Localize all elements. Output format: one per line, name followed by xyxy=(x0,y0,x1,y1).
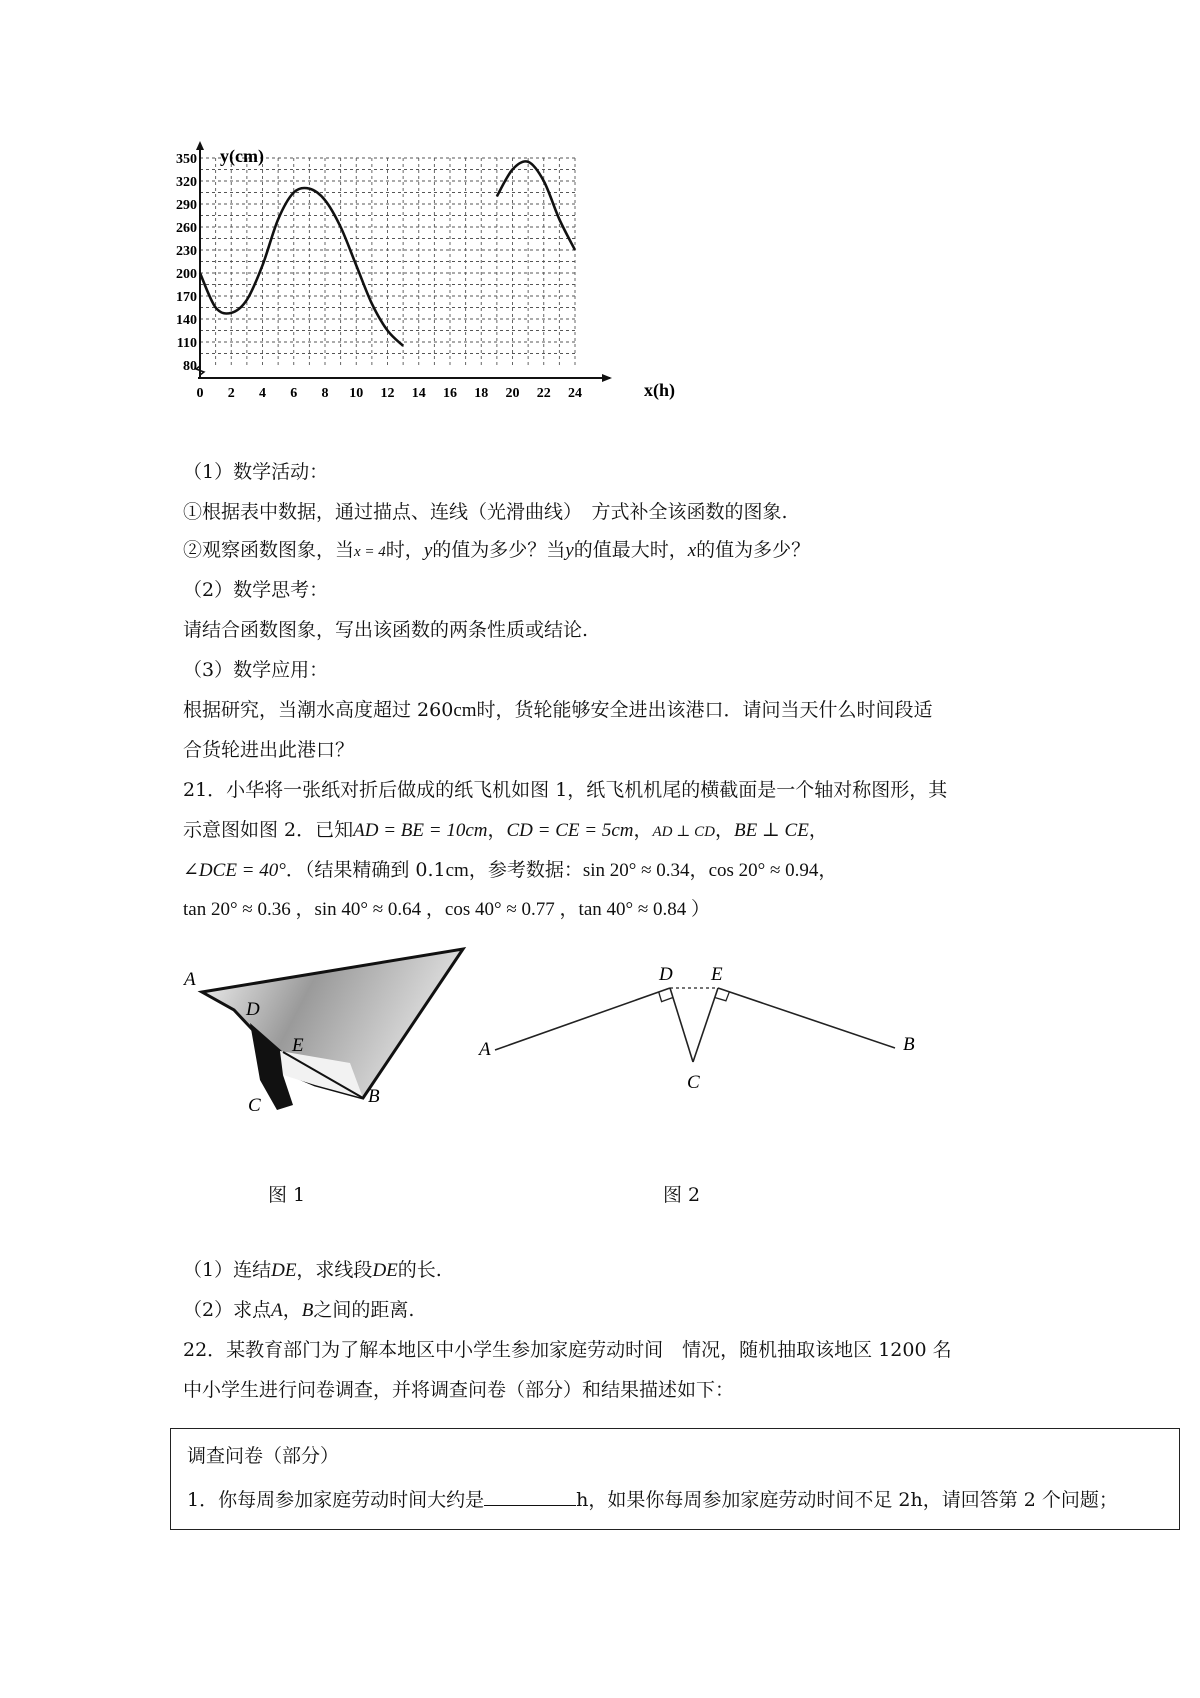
q21-comma: ， xyxy=(633,819,653,841)
q21-p1-text: 的长. xyxy=(397,1259,442,1281)
y-tick-label: 110 xyxy=(176,336,197,351)
q21-text: ．（结果精确到 0.1 xyxy=(285,859,446,881)
q21-comma: ， xyxy=(689,859,709,881)
fig2-label-a: A xyxy=(479,1039,491,1060)
q21-line1: 21．小华将一张纸对折后做成的纸飞机如图 1，纸飞机机尾的横截面是一个轴对称图形，其 xyxy=(183,779,948,801)
q21-cos20: cos 20° ≈ 0.94 xyxy=(708,860,819,881)
q21-text: ，参考数据： xyxy=(468,859,583,881)
q21-comma: ， xyxy=(808,819,828,841)
section3-body-line1 xyxy=(183,698,933,723)
q21-eq-ad-be: AD = BE = 10cm xyxy=(353,820,488,841)
q21-p2-a: A xyxy=(271,1300,283,1321)
y-axis-arrow xyxy=(196,141,204,150)
x-tick-label: 6 xyxy=(290,386,298,401)
section2-body: 请结合函数图象，写出该函数的两条性质或结论. xyxy=(183,619,589,641)
fig1-label-d: D xyxy=(246,999,260,1020)
section3-heading: （3）数学应用： xyxy=(183,659,329,681)
y-tick-label: 260 xyxy=(176,221,197,236)
segment-ad xyxy=(495,988,670,1050)
survey-q1-text: 1．你每周参加家庭劳动时间大约是 xyxy=(187,1489,485,1511)
survey-box xyxy=(170,1428,1180,1530)
x-tick-label: 8 xyxy=(321,386,329,401)
q21-comma: ， xyxy=(714,819,734,841)
y-tick-label: 290 xyxy=(176,198,197,213)
segment-dc xyxy=(670,988,693,1062)
q21-comma: ， xyxy=(487,819,507,841)
q21-unit: cm xyxy=(445,860,469,881)
fig2-label-c: C xyxy=(687,1072,700,1093)
s3-text-a: 根据研究，当潮水高度超过 260 xyxy=(183,699,454,721)
survey-q1-text-b: h，如果你每周参加家庭劳动时间不足 2h，请回答第 2 个问题； xyxy=(576,1489,1118,1511)
y-tick-label: 200 xyxy=(176,267,197,282)
chart-ticks xyxy=(176,152,582,401)
tide-chart xyxy=(176,140,700,440)
y-tick-label: 320 xyxy=(176,175,197,190)
y-tick-label: 170 xyxy=(176,290,197,305)
x-tick-label: 22 xyxy=(536,386,551,401)
section2-heading: （2）数学思考： xyxy=(183,579,329,601)
fig1-label-a: A xyxy=(184,969,196,990)
survey-title: 调查问卷（部分） xyxy=(187,1445,340,1467)
q21-line3 xyxy=(183,858,837,883)
q21-sin20: sin 20° ≈ 0.34 xyxy=(582,860,690,881)
fig1-label-b: B xyxy=(368,1086,380,1107)
q21-p2-comma: ， xyxy=(282,1299,302,1321)
fig2-label-b: B xyxy=(903,1034,915,1055)
survey-q1 xyxy=(187,1485,1118,1512)
q21-p2-b: B xyxy=(301,1300,314,1321)
chart-grid xyxy=(200,158,575,365)
q21-p2-text: （2）求点 xyxy=(183,1299,272,1321)
fig2-label-e: E xyxy=(711,964,723,985)
section3-body-line2: 合货轮进出此港口？ xyxy=(183,739,355,761)
fig1-label-c: C xyxy=(248,1095,261,1116)
q2-x-eq: x = 4 xyxy=(354,544,386,560)
y-tick-label: 80 xyxy=(183,359,197,374)
segment-ce xyxy=(693,988,718,1062)
q21-p2-text: 之间的距离. xyxy=(313,1299,415,1321)
q21-p1-text: （1）连结 xyxy=(183,1259,272,1281)
x-tick-label: 10 xyxy=(349,386,364,401)
q2-y2: y xyxy=(565,540,574,561)
x-tick-label: 12 xyxy=(380,386,395,401)
q21-comma: ， xyxy=(818,859,838,881)
q21-p1-text: ，求线段 xyxy=(296,1259,373,1281)
q21-p1-de: DE xyxy=(372,1260,398,1281)
q2-text-c: 的值为多少？当 xyxy=(432,539,566,561)
y-tick-label: 140 xyxy=(176,313,197,328)
q21-line2 xyxy=(183,818,828,844)
answer-blank xyxy=(484,1487,576,1506)
s3-text-b: 时，货轮能够安全进出该港口．请问当天什么时间段适 xyxy=(476,699,933,721)
q2-x: x xyxy=(687,540,697,561)
figure1-paper-plane xyxy=(180,935,480,1115)
tide-curve-1 xyxy=(200,188,403,346)
q21-p1-de: DE xyxy=(271,1260,297,1281)
q21-line4: tan 20° ≈ 0.36 ，sin 40° ≈ 0.64 ，cos 40° ≈ 0.77 ，tan 40° ≈ 0.84 ） xyxy=(183,899,711,920)
y-axis-label: y(cm) xyxy=(220,146,264,166)
q21-part1 xyxy=(183,1258,442,1283)
q21-eq-cd-ce: CD = CE = 5cm xyxy=(506,820,634,841)
q22-line1: 22．某教育部门为了解本地区中小学生参加家庭劳动时间 情况，随机抽取该地区 1200 名 xyxy=(183,1339,952,1361)
y-tick-label: 230 xyxy=(176,244,197,259)
q2-text-b: 时， xyxy=(385,539,424,561)
q22-line2: 中小学生进行问卷调查，并将调查问卷（部分）和结果描述如下： xyxy=(183,1379,735,1401)
x-tick-label: 2 xyxy=(227,386,235,401)
right-angle-d xyxy=(659,992,673,1002)
q21-eq-be-perp-ce: BE ⊥ CE xyxy=(733,820,809,841)
section1-q1: ①根据表中数据，通过描点、连线（光滑曲线） 方式补全该函数的图象. xyxy=(183,501,788,523)
x-tick-label: 20 xyxy=(505,386,520,401)
q2-y: y xyxy=(423,540,433,561)
segment-eb xyxy=(718,988,895,1048)
q2-text-e: 的值最大时， xyxy=(573,539,688,561)
section1-heading: （1）数学活动： xyxy=(183,461,329,483)
y-tick-label: 350 xyxy=(176,152,197,167)
x-tick-label: 4 xyxy=(259,386,266,401)
figure2-caption: 图 2 xyxy=(663,1184,701,1206)
q21-part2 xyxy=(183,1298,414,1323)
x-tick-label: 0 xyxy=(196,386,204,401)
figure1-caption: 图 1 xyxy=(268,1184,306,1206)
q21-eq-ad-perp-cd: AD ⊥ CD xyxy=(652,824,715,840)
x-tick-label: 18 xyxy=(474,386,489,401)
fig2-label-d: D xyxy=(659,964,673,985)
x-tick-label: 24 xyxy=(568,386,582,401)
q2-text-a: ②观察函数图象，当 xyxy=(183,539,355,561)
q21-text: 示意图如图 2．已知 xyxy=(183,819,354,841)
q21-angle: ∠DCE = 40° xyxy=(183,860,286,881)
x-axis-label: x(h) xyxy=(644,380,675,400)
tide-curve-2 xyxy=(497,161,575,250)
q2-text-g: 的值为多少？ xyxy=(696,539,811,561)
s3-unit: cm xyxy=(453,700,477,721)
x-tick-label: 14 xyxy=(411,386,426,401)
fig1-label-e: E xyxy=(292,1035,304,1056)
x-tick-label: 16 xyxy=(443,386,457,401)
x-axis-arrow xyxy=(602,374,612,382)
section1-q2 xyxy=(183,538,810,564)
figure2-schematic xyxy=(475,950,955,1100)
